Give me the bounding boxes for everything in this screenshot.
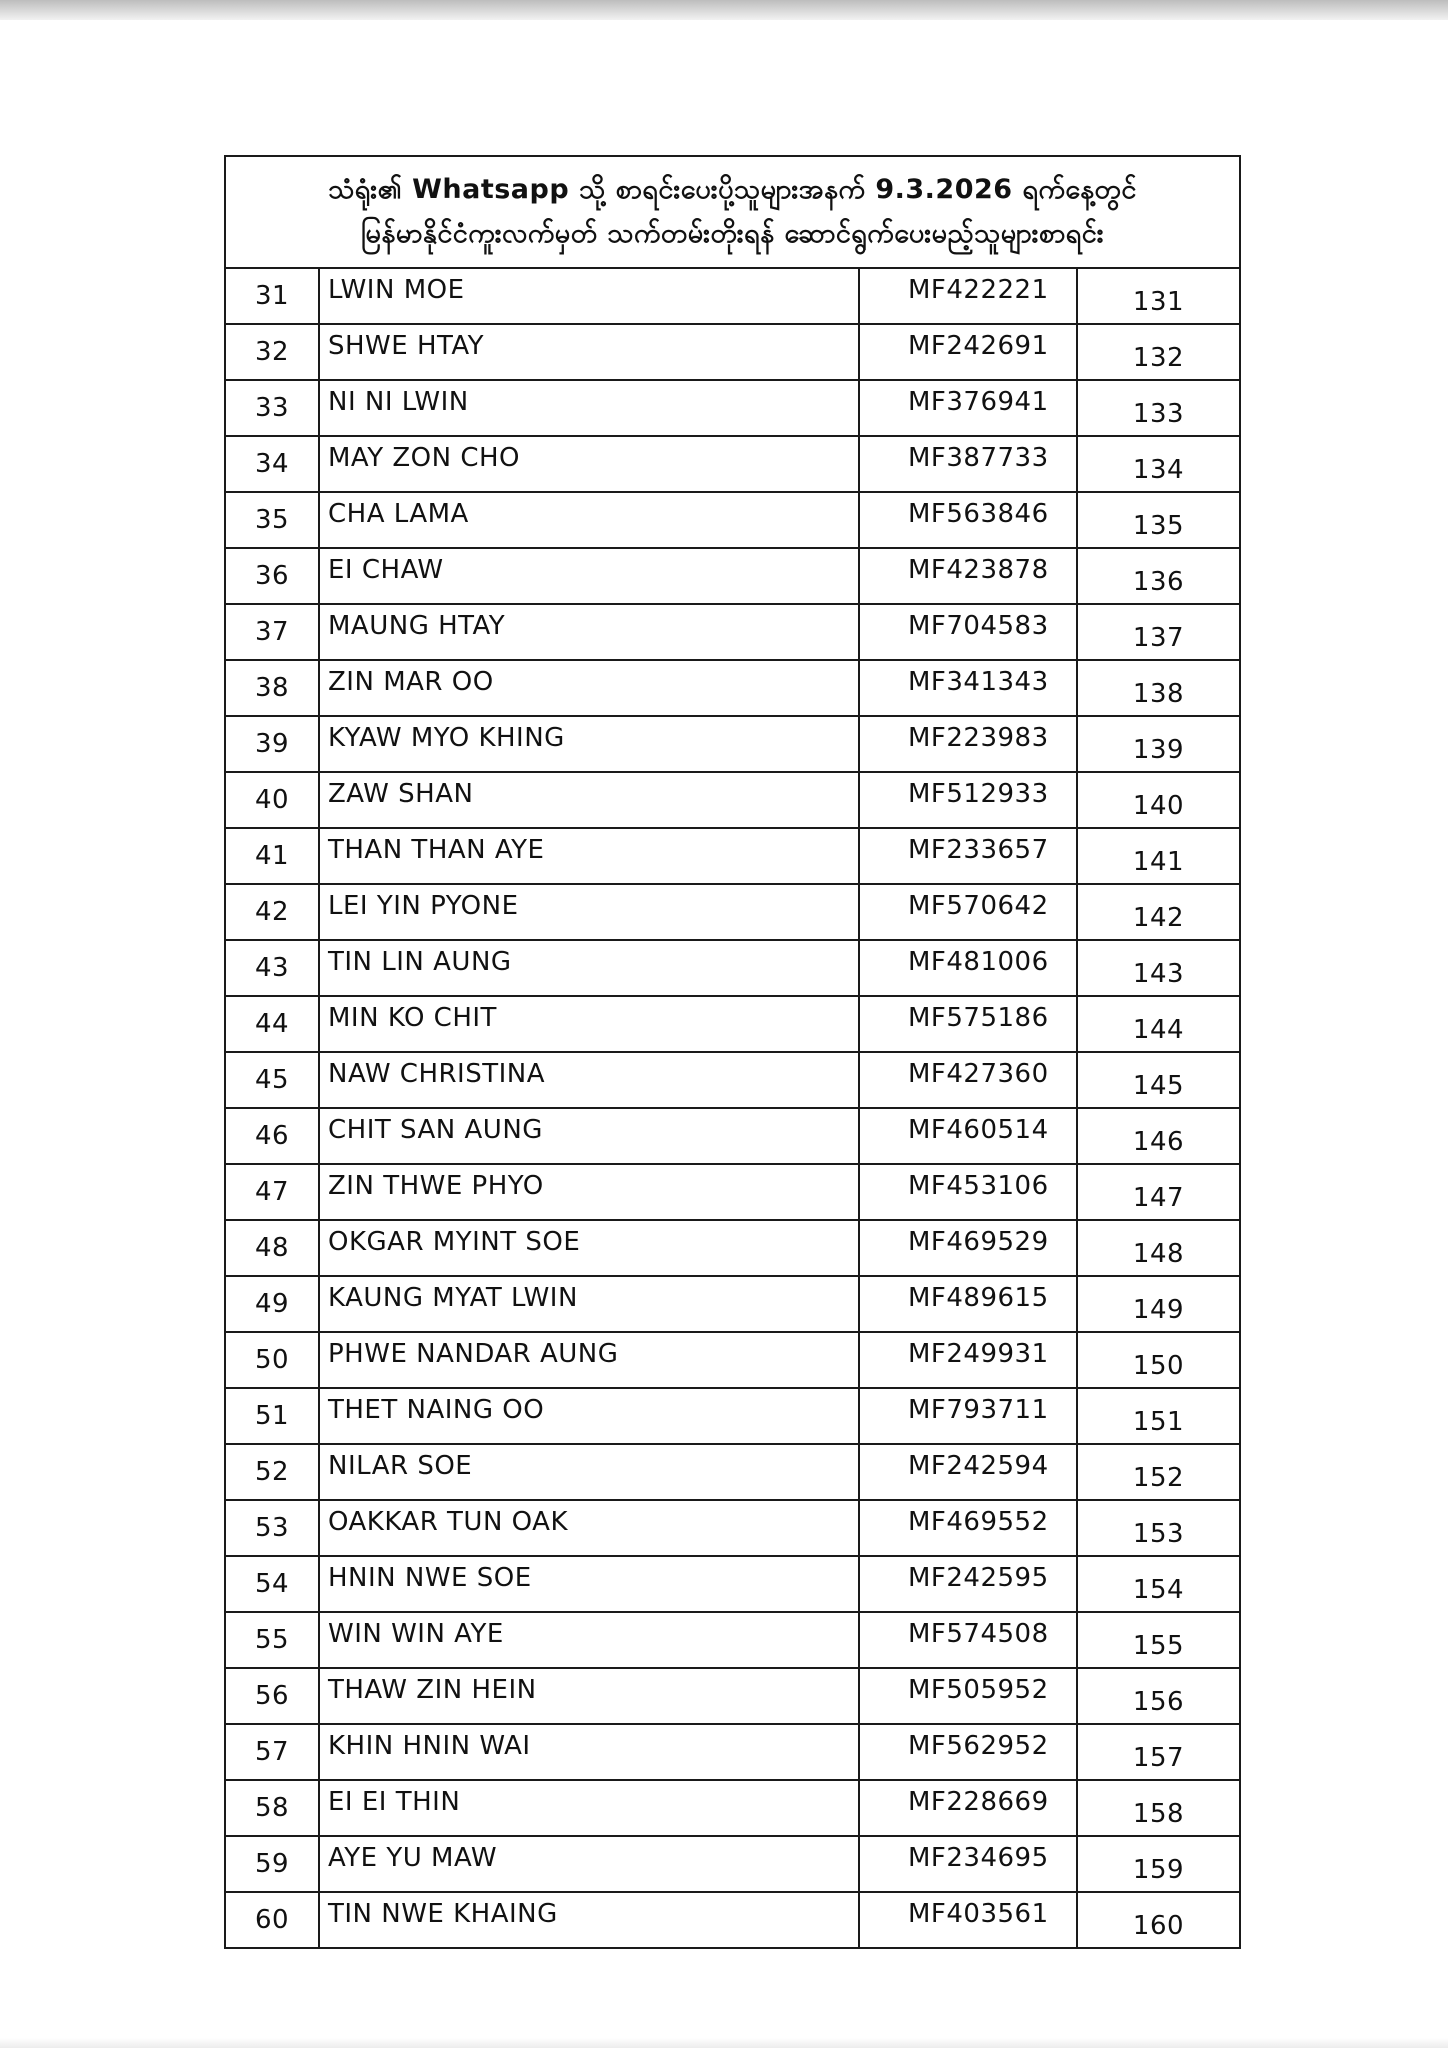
passport-number: MF575186 <box>908 1003 1049 1033</box>
row-number: 32 <box>254 337 290 367</box>
table-row <box>225 1276 1240 1332</box>
passport-number: MF249931 <box>908 1339 1049 1369</box>
passport-number: MF453106 <box>908 1171 1049 1201</box>
sequence-number: 144 <box>1132 1015 1185 1045</box>
passport-number-cell <box>859 1220 1077 1276</box>
row-number: 43 <box>254 953 290 983</box>
passport-number-cell <box>859 492 1077 548</box>
row-number: 47 <box>254 1177 290 1207</box>
row-number-cell <box>225 1332 319 1388</box>
applicant-name-cell <box>319 1836 859 1892</box>
applicant-name: NI NI LWIN <box>328 387 469 417</box>
applicant-name: KHIN HNIN WAI <box>328 1731 531 1761</box>
row-number-cell <box>225 772 319 828</box>
sequence-number: 139 <box>1132 735 1185 765</box>
sequence-number: 147 <box>1132 1183 1185 1213</box>
sequence-number: 160 <box>1132 1911 1185 1941</box>
applicant-name: KYAW MYO KHING <box>328 723 565 753</box>
sequence-number-cell <box>1077 716 1240 772</box>
applicant-name: WIN WIN AYE <box>328 1619 504 1649</box>
sequence-number-cell <box>1077 1780 1240 1836</box>
applicant-name: NAW CHRISTINA <box>328 1059 546 1089</box>
row-number-cell <box>225 1780 319 1836</box>
passport-number-cell <box>859 1500 1077 1556</box>
sequence-number: 152 <box>1132 1463 1185 1493</box>
passport-number-cell <box>859 1724 1077 1780</box>
table-row <box>225 828 1240 884</box>
applicant-name: AYE YU MAW <box>328 1843 498 1873</box>
row-number-cell <box>225 1668 319 1724</box>
applicant-name-cell <box>319 492 859 548</box>
passport-number-cell <box>859 996 1077 1052</box>
passport-number: MF793711 <box>908 1395 1049 1425</box>
table-title-cell <box>225 156 1240 268</box>
passport-number-cell <box>859 1332 1077 1388</box>
applicant-name: OKGAR MYINT SOE <box>328 1227 581 1257</box>
applicant-name: EI EI THIN <box>328 1787 461 1817</box>
passport-number-cell <box>859 268 1077 324</box>
row-number-cell <box>225 1556 319 1612</box>
sequence-number-cell <box>1077 324 1240 380</box>
sequence-number-cell <box>1077 884 1240 940</box>
table-row <box>225 324 1240 380</box>
applicant-name: MIN KO CHIT <box>328 1003 497 1033</box>
row-number-cell <box>225 548 319 604</box>
sequence-number-cell <box>1077 996 1240 1052</box>
passport-number-cell <box>859 1444 1077 1500</box>
applicant-name-cell <box>319 884 859 940</box>
passport-number-cell <box>859 1164 1077 1220</box>
table-row <box>225 716 1240 772</box>
applicant-name: MAUNG HTAY <box>328 611 506 641</box>
passport-number: MF427360 <box>908 1059 1049 1089</box>
sequence-number-cell <box>1077 492 1240 548</box>
applicant-name-cell <box>319 1332 859 1388</box>
applicant-name: OAKKAR TUN OAK <box>328 1507 569 1537</box>
sequence-number: 158 <box>1132 1799 1185 1829</box>
applicant-name-cell <box>319 996 859 1052</box>
passport-number: MF423878 <box>908 555 1049 585</box>
passport-number-cell <box>859 324 1077 380</box>
row-number-cell <box>225 716 319 772</box>
row-number: 48 <box>254 1233 290 1263</box>
passport-number-cell <box>859 1612 1077 1668</box>
row-number-cell <box>225 268 319 324</box>
sequence-number-cell <box>1077 1892 1240 1948</box>
table-row <box>225 1892 1240 1948</box>
row-number-cell <box>225 492 319 548</box>
row-number-cell <box>225 436 319 492</box>
applicant-name: PHWE NANDAR AUNG <box>328 1339 619 1369</box>
sequence-number-cell <box>1077 1220 1240 1276</box>
passport-number: MF570642 <box>908 891 1049 921</box>
table-row <box>225 1500 1240 1556</box>
row-number-cell <box>225 1052 319 1108</box>
row-number-cell <box>225 1892 319 1948</box>
row-number: 40 <box>254 785 290 815</box>
sequence-number-cell <box>1077 1276 1240 1332</box>
passport-number-cell <box>859 1892 1077 1948</box>
row-number: 36 <box>254 561 290 591</box>
row-number: 44 <box>254 1009 290 1039</box>
sequence-number: 151 <box>1132 1407 1185 1437</box>
passport-number-cell <box>859 772 1077 828</box>
applicant-name: THAW ZIN HEIN <box>328 1675 537 1705</box>
applicant-list-table <box>224 155 1241 1949</box>
row-number-cell <box>225 660 319 716</box>
applicant-name-cell <box>319 268 859 324</box>
row-number-cell <box>225 1444 319 1500</box>
applicant-name: NILAR SOE <box>328 1451 473 1481</box>
row-number: 50 <box>254 1345 290 1375</box>
applicant-name-cell <box>319 940 859 996</box>
sequence-number-cell <box>1077 1612 1240 1668</box>
applicant-name-cell <box>319 324 859 380</box>
table-row <box>225 1556 1240 1612</box>
applicant-name-cell <box>319 1052 859 1108</box>
sequence-number-cell <box>1077 660 1240 716</box>
row-number-cell <box>225 380 319 436</box>
passport-number: MF704583 <box>908 611 1049 641</box>
sequence-number-cell <box>1077 940 1240 996</box>
row-number: 49 <box>254 1289 290 1319</box>
row-number: 37 <box>254 617 290 647</box>
sequence-number-cell <box>1077 1108 1240 1164</box>
applicant-name: LEI YIN PYONE <box>328 891 519 921</box>
row-number-cell <box>225 604 319 660</box>
passport-number: MF233657 <box>908 835 1049 865</box>
table-row <box>225 1388 1240 1444</box>
row-number-cell <box>225 828 319 884</box>
applicant-name: MAY ZON CHO <box>328 443 521 473</box>
sequence-number-cell <box>1077 436 1240 492</box>
row-number-cell <box>225 324 319 380</box>
table-row <box>225 1780 1240 1836</box>
row-number: 42 <box>254 897 290 927</box>
applicant-name: HNIN NWE SOE <box>328 1563 532 1593</box>
passport-number: MF422221 <box>908 275 1049 305</box>
sequence-number-cell <box>1077 1164 1240 1220</box>
sequence-number-cell <box>1077 1052 1240 1108</box>
row-number-cell <box>225 1220 319 1276</box>
applicant-name-cell <box>319 660 859 716</box>
passport-number-cell <box>859 436 1077 492</box>
passport-number-cell <box>859 940 1077 996</box>
passport-number: MF512933 <box>908 779 1049 809</box>
passport-number-cell <box>859 1276 1077 1332</box>
row-number: 54 <box>254 1569 290 1599</box>
table-row <box>225 380 1240 436</box>
sequence-number: 149 <box>1132 1295 1185 1325</box>
passport-number-cell <box>859 1780 1077 1836</box>
table-row <box>225 1332 1240 1388</box>
passport-number-cell <box>859 1556 1077 1612</box>
applicant-name-cell <box>319 1556 859 1612</box>
table-row <box>225 940 1240 996</box>
table-row <box>225 1444 1240 1500</box>
row-number: 52 <box>254 1457 290 1487</box>
sequence-number-cell <box>1077 1668 1240 1724</box>
sequence-number: 132 <box>1132 343 1185 373</box>
applicant-name: TIN LIN AUNG <box>328 947 512 977</box>
row-number-cell <box>225 1276 319 1332</box>
applicant-name: THET NAING OO <box>328 1395 545 1425</box>
sequence-number-cell <box>1077 268 1240 324</box>
sequence-number: 153 <box>1132 1519 1185 1549</box>
sequence-number: 137 <box>1132 623 1185 653</box>
passport-number: MF489615 <box>908 1283 1049 1313</box>
applicant-name-cell <box>319 1724 859 1780</box>
passport-number: MF563846 <box>908 499 1049 529</box>
table-row <box>225 1108 1240 1164</box>
row-number-cell <box>225 1724 319 1780</box>
sequence-number: 146 <box>1132 1127 1185 1157</box>
sequence-number: 136 <box>1132 567 1185 597</box>
table-row <box>225 1052 1240 1108</box>
row-number: 57 <box>254 1737 290 1767</box>
table-row <box>225 772 1240 828</box>
sequence-number-cell <box>1077 1388 1240 1444</box>
row-number: 38 <box>254 673 290 703</box>
passport-number: MF228669 <box>908 1787 1049 1817</box>
table-row <box>225 492 1240 548</box>
applicant-name-cell <box>319 1500 859 1556</box>
row-number: 56 <box>254 1681 290 1711</box>
sequence-number: 141 <box>1132 847 1185 877</box>
applicant-name-cell <box>319 1780 859 1836</box>
row-number: 34 <box>254 449 290 479</box>
table-row <box>225 1836 1240 1892</box>
table-row <box>225 1668 1240 1724</box>
row-number: 60 <box>254 1905 290 1935</box>
passport-number: MF242594 <box>908 1451 1049 1481</box>
row-number-cell <box>225 1108 319 1164</box>
applicant-name: CHIT SAN AUNG <box>328 1115 543 1145</box>
sequence-number-cell <box>1077 1836 1240 1892</box>
table-row <box>225 1220 1240 1276</box>
sequence-number: 131 <box>1132 287 1185 317</box>
sequence-number-cell <box>1077 1444 1240 1500</box>
sequence-number: 148 <box>1132 1239 1185 1269</box>
scan-edge-top <box>0 0 1448 20</box>
passport-number-cell <box>859 660 1077 716</box>
passport-number: MF234695 <box>908 1843 1049 1873</box>
applicant-name-cell <box>319 828 859 884</box>
sequence-number-cell <box>1077 772 1240 828</box>
applicant-name-cell <box>319 772 859 828</box>
applicant-name: KAUNG MYAT LWIN <box>328 1283 578 1313</box>
passport-number: MF481006 <box>908 947 1049 977</box>
sequence-number: 134 <box>1132 455 1185 485</box>
sequence-number: 138 <box>1132 679 1185 709</box>
applicant-name-cell <box>319 548 859 604</box>
table-row <box>225 604 1240 660</box>
row-number-cell <box>225 1164 319 1220</box>
sequence-number-cell <box>1077 1556 1240 1612</box>
row-number: 51 <box>254 1401 290 1431</box>
row-number: 31 <box>254 281 290 311</box>
header-line-2: မြန်မာနိုင်ငံကူးလက်မှတ် သက်တမ်းတိုးရန် ဆောင်ရွက်ပေးမည့်သူများစာရင်း <box>360 218 1105 249</box>
passport-number-cell <box>859 380 1077 436</box>
row-number: 59 <box>254 1849 290 1879</box>
applicant-name-cell <box>319 1220 859 1276</box>
applicant-name: THAN THAN AYE <box>328 835 545 865</box>
sequence-number: 142 <box>1132 903 1185 933</box>
applicant-name-cell <box>319 1444 859 1500</box>
sequence-number: 140 <box>1132 791 1185 821</box>
sequence-number: 159 <box>1132 1855 1185 1885</box>
applicant-name: EI CHAW <box>328 555 444 585</box>
applicant-name-cell <box>319 1276 859 1332</box>
applicant-name: ZIN THWE PHYO <box>328 1171 544 1201</box>
passport-number: MF403561 <box>908 1899 1049 1929</box>
row-number-cell <box>225 1388 319 1444</box>
applicant-name-cell <box>319 1108 859 1164</box>
sequence-number: 135 <box>1132 511 1185 541</box>
passport-number: MF505952 <box>908 1675 1049 1705</box>
passport-number-cell <box>859 1668 1077 1724</box>
passport-number-cell <box>859 604 1077 660</box>
row-number-cell <box>225 996 319 1052</box>
passport-number: MF242691 <box>908 331 1049 361</box>
table-title-row <box>225 156 1240 268</box>
passport-number-cell <box>859 716 1077 772</box>
table-body <box>225 156 1240 1948</box>
applicant-name: CHA LAMA <box>328 499 469 529</box>
row-number: 45 <box>254 1065 290 1095</box>
applicant-name-cell <box>319 380 859 436</box>
row-number: 58 <box>254 1793 290 1823</box>
passport-number: MF223983 <box>908 723 1049 753</box>
table-row <box>225 1164 1240 1220</box>
applicant-name-cell <box>319 604 859 660</box>
passport-number: MF387733 <box>908 443 1049 473</box>
applicant-name: ZIN MAR OO <box>328 667 494 697</box>
passport-number: MF341343 <box>908 667 1049 697</box>
table-row <box>225 884 1240 940</box>
sequence-number-cell <box>1077 1724 1240 1780</box>
applicant-name-cell <box>319 1892 859 1948</box>
passport-number: MF574508 <box>908 1619 1049 1649</box>
sequence-number-cell <box>1077 604 1240 660</box>
scan-edge-bottom <box>0 2038 1448 2048</box>
row-number-cell <box>225 940 319 996</box>
passport-number-cell <box>859 1052 1077 1108</box>
row-number: 35 <box>254 505 290 535</box>
passport-number-cell <box>859 1836 1077 1892</box>
sequence-number-cell <box>1077 548 1240 604</box>
applicant-name: LWIN MOE <box>328 275 465 305</box>
sequence-number: 156 <box>1132 1687 1185 1717</box>
passport-number: MF376941 <box>908 387 1049 417</box>
row-number-cell <box>225 1500 319 1556</box>
table-row <box>225 1724 1240 1780</box>
sequence-number: 154 <box>1132 1575 1185 1605</box>
applicant-name-cell <box>319 1164 859 1220</box>
applicant-name: TIN NWE KHAING <box>328 1899 558 1929</box>
passport-number-cell <box>859 828 1077 884</box>
passport-number: MF469552 <box>908 1507 1049 1537</box>
applicant-name: ZAW SHAN <box>328 779 474 809</box>
sequence-number: 150 <box>1132 1351 1185 1381</box>
applicant-name-cell <box>319 1388 859 1444</box>
row-number: 46 <box>254 1121 290 1151</box>
passport-number-cell <box>859 1388 1077 1444</box>
table-row <box>225 996 1240 1052</box>
applicant-name-cell <box>319 716 859 772</box>
table-row <box>225 268 1240 324</box>
table-row <box>225 660 1240 716</box>
table-row <box>225 436 1240 492</box>
header-line-1: သံရုံး၏ Whatsapp သို့ စာရင်းပေးပို့သူများအနက် 9.3.2026 ရက်နေ့တွင် <box>328 174 1137 205</box>
row-number: 53 <box>254 1513 290 1543</box>
sequence-number-cell <box>1077 380 1240 436</box>
passport-number-cell <box>859 884 1077 940</box>
row-number-cell <box>225 884 319 940</box>
passport-number: MF242595 <box>908 1563 1049 1593</box>
applicant-name: SHWE HTAY <box>328 331 485 361</box>
sequence-number: 145 <box>1132 1071 1185 1101</box>
row-number-cell <box>225 1612 319 1668</box>
row-number: 41 <box>254 841 290 871</box>
sequence-number: 133 <box>1132 399 1185 429</box>
row-number: 33 <box>254 393 290 423</box>
passport-number-cell <box>859 1108 1077 1164</box>
sequence-number: 155 <box>1132 1631 1185 1661</box>
passport-number: MF460514 <box>908 1115 1049 1145</box>
passport-number: MF469529 <box>908 1227 1049 1257</box>
row-number-cell <box>225 1836 319 1892</box>
applicant-name-cell <box>319 1612 859 1668</box>
row-number: 39 <box>254 729 290 759</box>
sequence-number-cell <box>1077 1332 1240 1388</box>
passport-number-cell <box>859 548 1077 604</box>
sequence-number: 143 <box>1132 959 1185 989</box>
sequence-number-cell <box>1077 1500 1240 1556</box>
applicant-name-cell <box>319 436 859 492</box>
row-number: 55 <box>254 1625 290 1655</box>
sequence-number-cell <box>1077 828 1240 884</box>
sequence-number: 157 <box>1132 1743 1185 1773</box>
applicant-name-cell <box>319 1668 859 1724</box>
table-row <box>225 1612 1240 1668</box>
passport-number: MF562952 <box>908 1731 1049 1761</box>
table-row <box>225 548 1240 604</box>
